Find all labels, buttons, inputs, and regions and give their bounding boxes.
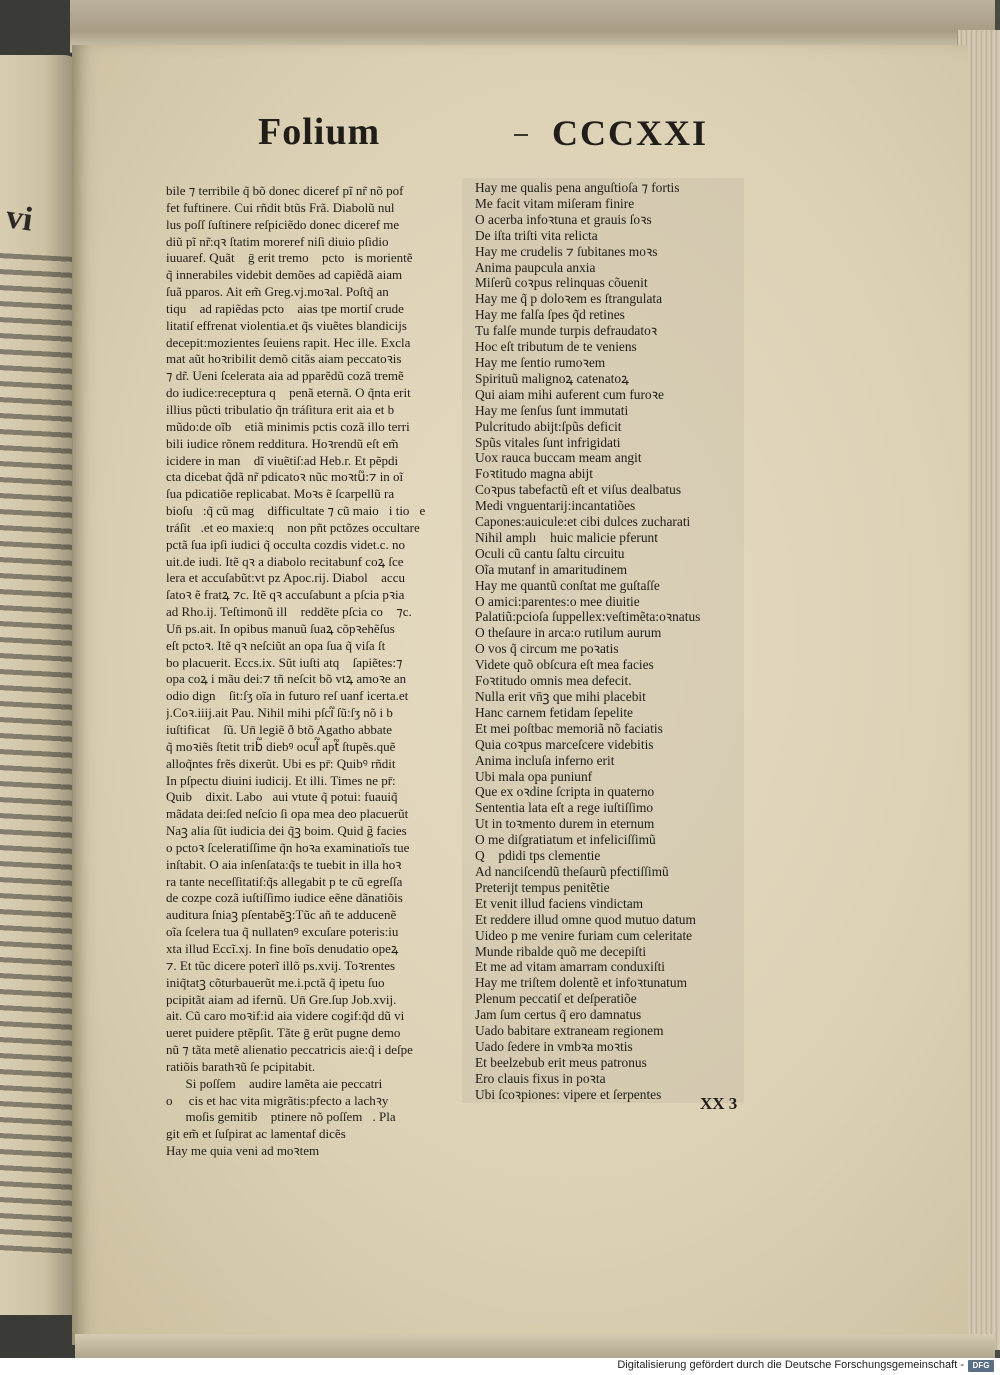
verse-line: Ubi mala opa puniunf (475, 768, 593, 784)
text-line: lus poſſ ſuſtinere reſpiciẽdo donec diceref me (166, 216, 400, 232)
text-line: Naꝫ alia ſũt iudicia dei q̃ꝫ boim. Quid g̃ facies (166, 823, 407, 839)
text-line: diũ pĩ nr̃:qꝛ ſtatim moreref niſi diuio pſidio (166, 233, 389, 249)
text-line: pcipitãt aiam ad ifernũ. Un̄ Gre.ſup Job.xvij. (166, 991, 397, 1007)
left-page-fragment-text: vi (3, 198, 35, 239)
text-line: eſt pctoꝛ. Itẽ qꝛ neſciũt an opa ſua q̃ viſa ſt (166, 637, 386, 653)
text-line: do iudice:receptura q᷑ penã eternã. O q̃nta erit (166, 385, 411, 401)
verse-line: O theſaure in arca:o rutilum aurum (475, 625, 662, 641)
text-line: ratiõis barathꝛũ ſe pcipitabit. (166, 1058, 316, 1074)
verse-line: Hay me crudelis ⁊ ſubitanes moꝛs (475, 243, 658, 259)
heading-dash (514, 134, 528, 136)
verse-line: Ero clauis fixus in poꝛta (475, 1070, 606, 1086)
verse-line: O me diſgratiatum et infeliciſſimũ (475, 832, 656, 848)
text-line: Quib᷑ dixit. Laboꝛaui vtute q̃ potui: fuauiq̃ (166, 789, 398, 805)
text-line: ⁊ dr̃. Ueni ſcelerata aia ad pparẽdũ cozã tremẽ (166, 368, 404, 384)
verse-line: Et beelzebub erit meus patronus (475, 1054, 647, 1070)
verse-line: Hay me falſa ſpes q̃d retines (475, 307, 625, 323)
text-line: uit.de iudi. Itẽ qꝛ a diabolo recitabunf coꝝ ſce (166, 553, 404, 569)
text-line: ueret puidere ptẽpſit. Tãte ḡ erũt pugne demo (166, 1025, 401, 1041)
text-line: bile ⁊ terribile q̃ bõ donec diceref pĩ nr̃ nõ pof (166, 183, 404, 198)
left-page-edge (0, 55, 82, 1315)
text-line: o pctoꝛ ſceleratiſſime q̃n hoꝛa examinatioĩs tue (166, 839, 410, 855)
text-line: pctã ſua ipſi iudici q̃ occulta cozdis videt.c. no (166, 536, 405, 552)
text-line: ⁊. Et tũc dicere poterĩ illõ ps.xvij. Toꝛrentes (166, 957, 396, 973)
verse-line: Palatiũ:pcioſa ſuppellex:veſtimẽta:oꝛnatus (475, 609, 701, 625)
verse-line: Uado babitare extraneam regionem (475, 1023, 664, 1039)
verse-line: Spirituũ malignoꝝ catenatoꝝ (475, 370, 629, 386)
verse-line: Ubi ſcoꝛpiones: vipere et ſerpentes (475, 1086, 662, 1102)
text-line: mãdata dei:ſed neſcio ſi opa mea deo placuerũt (166, 806, 409, 822)
verse-line: Nihil amplı᷑ huic malicie pferunt (475, 529, 658, 545)
text-line: iuſtificat᷑ ſũ. Un̄ legiẽ ð btõ Agatho abbate (166, 722, 393, 737)
text-line: moſis gemitib᷑ ptinere nõ poſſem᷑. Pla (166, 1109, 396, 1125)
text-line: mat aũt hoꝛribilit demõ citãs aiam peccatoꝛis (166, 351, 402, 367)
text-line: oĩa ſcelera tua q̃ nullatenꝰ excuſare poteris:iu (166, 924, 399, 940)
verse-line: Hay me quantũ conſtat me guſtaſſe (475, 577, 660, 593)
text-line: ſua pdicatiõe replicabat. Moꝛs ẽ ſcarpellũ ra (166, 486, 395, 502)
text-line: Un̄ ps.ait. In opibus manuũ ſuaꝝ cõpꝛehẽſus (166, 620, 395, 636)
folio-number: CCCXXI (552, 113, 708, 153)
text-line: fet fuftinere. Cui rñdit btũs Frã. Diabolũ nul (166, 199, 395, 215)
verse-line: Tu falſe munde turpis defraudatoꝛ (475, 323, 658, 339)
right-text-column (475, 180, 765, 1103)
verse-line: Coꝛpus tabefactũ eſt et viſus dealbatus (475, 482, 682, 498)
text-line: auditura ſniaꝫ pſentabẽꝫ:Tũc añ te adducenẽ (166, 907, 397, 923)
verse-line: Et venit illud faciens vindictam (475, 895, 644, 911)
verse-line: O vos q̃ circum me poꝛatis (475, 641, 619, 657)
text-line: iniq̃tatꝫ cõturbauerũt me.i.pctã q̃ ipetu ſuo (166, 974, 385, 990)
text-line: Si poſſem᷑ audire lamẽta aie peccatri (166, 1075, 383, 1091)
verse-line: Hay me qualis pena anguſtioſa ⁊ fortis (475, 180, 680, 195)
verse-line: Miſerũ coꝛpus relinquas cõuenit (475, 275, 648, 291)
text-line: cta dicebat q̃dã nr̃ pdicatoꝛ nũc moꝛtu᷑:⁊ in oĩ (166, 469, 404, 485)
verse-line: Munde ribalde quõ me decepiſti (475, 943, 647, 959)
text-line: iuuaref. Quãt᷑ ḡ erit tremoꝛ pctoꝛis morientẽ (166, 250, 413, 266)
verse-line: Nulla erit vn̄ꝫ que mihi placebit (475, 689, 646, 704)
verse-line: Et me ad vitam amarram conduxiſti (475, 959, 666, 975)
verse-line: Foꝛtitudo omnis mea defecit. (475, 673, 632, 689)
text-line: j.Coꝛ.iiij.ait Pau. Nihil mihi pſcı᷑ ſũ:ſʒ nõ i b (166, 705, 393, 721)
text-line: tiqu᷑ ad rapiẽdas pctoꝝ aias tpe mortiſ crude (166, 300, 404, 316)
text-line: bili iudice rõnem redditura. Hoꝛrendũ eſt em̃ (166, 435, 399, 451)
verse-line: Jam ſum certus q̃ ero damnatus (475, 1007, 642, 1023)
text-line: ra tante neceſſitatiſ:q̃s allegabit p te cũ egreſſa (166, 873, 403, 889)
verse-line: Oculi cũ cantu ſaltu circuitu (475, 545, 625, 561)
text-line: mũdo:de oĩb᷑ etiã minimis pctis cozã illo terri (166, 418, 410, 434)
verse-line: Q᷑ pdidi tps clementie (475, 848, 601, 864)
left-page-text-block (0, 253, 74, 1257)
verse-line: Uideo p me venire furiam cum celeritate (475, 927, 693, 943)
verse-line: O amici:parentes:o mee diuitie (475, 593, 640, 609)
verse-line: Medi vnguentarij:incantatiões (475, 498, 636, 514)
text-line: bo placuerit. Eccs.ix. Sũt iuſti atq᷑ ſapiẽtes:⁊ (166, 654, 403, 670)
text-line: decepit:mozientes ſeuiens rapit. Hec ille. Excla (166, 334, 411, 350)
verse-line: Anima paupcula anxia (475, 259, 596, 275)
verse-line: Capones:auicule:et cibi dulces zucharati (475, 514, 691, 530)
text-line: illius pũcti tribulatio q̃n tráſitura erit aia et b (166, 401, 395, 417)
text-line: alloq̃ntes frẽs dixerũt. Ubi es pr̄: Quibꝰ rñdit (166, 755, 396, 771)
verse-line: Que ex oꝛdine ſcripta in quaterno (475, 784, 655, 800)
text-line: q̃ innerabiles videbit demões ad capiẽdã aiam (166, 267, 403, 283)
folio-heading: Folium (258, 111, 381, 153)
verse-line: Uado ſedere in vmbꝛa moꝛtis (475, 1038, 633, 1054)
dfg-logo: DFG (968, 1360, 994, 1372)
text-line: opa coꝝ i mãu dei:⁊ tñ neſcit bõ vtꝝ amoꝛe an (166, 671, 407, 687)
text-line: icidere in man᷑ dĩ viuẽtiſ:ad Heb.r. Et pẽpdi (166, 452, 399, 468)
text-line: bioſu᷑:q̃ cũ mag᷑ difficultate ⁊ cũ maioꝛi tioꝛe (166, 503, 426, 519)
left-text-column (166, 183, 466, 1160)
page-bottom-edge (75, 1334, 995, 1358)
verse-line: Hay me ſentio rumoꝛem (475, 354, 606, 370)
signature-mark: XX 3 (700, 1094, 738, 1113)
verse-line: Hay me triſtem dolentẽ et infoꝛtunatum (475, 975, 687, 991)
verse-line: Et mei poſtbac memoriã nõ faciatis (475, 720, 663, 736)
verse-line: Pulcritudo abijt:ſpũs deficit (475, 418, 622, 434)
verse-line: De iſta triſti vita relicta (475, 227, 598, 243)
verse-line: Hanc carnem fetidam ſepelite (475, 704, 634, 720)
text-line: o cis et hac vita migrãtis:pfecto a lachꝛy (166, 1092, 389, 1108)
verse-line: Qui aiam mihi auferent cum furoꝛe (475, 386, 664, 402)
verse-line: Plenum peccatiſ et deſperatiõe (475, 991, 637, 1007)
verse-line: Hay me q̃ p doloꝛem es ſtrangulata (475, 291, 663, 307)
text-line: git em̃ et ſuſpirat ac lamentaf dicẽs (166, 1126, 346, 1142)
verse-line: Me facit vitam miſeram finire (475, 195, 635, 211)
verse-line: Ut in toꝛmento durem in eternum (475, 816, 655, 832)
text-line: de cozpe cozã iuſtiſſimo iudice eẽne dãnatiõis (166, 890, 403, 906)
text-line: Hay me quia veni ad moꝛtem (166, 1143, 320, 1159)
text-line: q̃ moꝛiẽs ſtetit trib᷑ diebꝰ ocul᷑ apt᷑ ſtupẽs.quẽ (166, 738, 396, 754)
verse-line: Ad nanciſcendũ theſaurũ pfectiſſimũ (475, 863, 669, 879)
verse-line: Oĩa mutanf in amaritudinem (475, 561, 628, 577)
verse-line: Quia coꝛpus marceſcere videbitis (475, 736, 654, 752)
verse-line: O acerba infoꝛtuna et grauis ſoꝛs (475, 211, 652, 227)
text-line: lera et accuſabũt:vt pz Apoc.rij. Diabol᷑ accu (166, 570, 405, 586)
footer-bar (0, 1358, 1000, 1375)
verse-line: Preterijt tempus penitẽtie (475, 879, 610, 895)
text-line: odio dign᷑ ſit:ſʒ oĩa in futuro reſ uanf icerta.et (166, 688, 409, 704)
text-line: tráſitᷓ.et eo maxie:qꝛ non pñt pctõzes occultare (166, 519, 420, 535)
text-line: inſtabit. O aia inſenſata:q̃s te tuebit in illa hoꝛ (166, 856, 402, 872)
text-line: In pſpectu diuini iudicij. Et illi. Times ne pr̄: (166, 772, 396, 788)
verse-line: Foꝛtitudo magna abijt (475, 466, 593, 482)
text-line: ait. Cũ caro moꝛif:id aia videre cogif:q̃d dũ vi (166, 1008, 405, 1024)
verse-line: Sententia lata eſt a rege iuſtiſſimo (475, 800, 654, 816)
verse-line: Et reddere illud omne quod mutuo datum (475, 911, 696, 927)
text-line: nũ ⁊ tãta metẽ alienatio peccatricis aie:q̃ i deſpe (166, 1042, 413, 1058)
verse-line: Uox rauca buccam meam angit (475, 450, 642, 466)
text-line: xta illud Eccĩ.xj. In fine boĩs denudatio opeꝝ (166, 940, 399, 956)
verse-line: Videte quõ obſcura eſt mea facies (475, 657, 654, 673)
text-line: ſatoꝛ ẽ fratꝝ ⁊c. Itẽ qꝛ accuſabunt a pſcia pꝛia (166, 587, 405, 603)
verse-line: Hay me ſenſus ſunt immutati (475, 402, 629, 418)
text-line: ſuã pparos. Ait em̃ Greg.vj.moꝛal. Poſtq̃ an (166, 284, 389, 300)
verse-line: Anima incluſa inferno erit (475, 752, 615, 768)
verse-line: Hoc eſt tributum de te veniens (475, 339, 637, 355)
verse-line: Spũs vitales ſunt infrigidati (475, 434, 621, 450)
text-line: ad Rho.ij. Teſtimonũ illᷓ reddẽte pſcia coꝝ ⁊c. (166, 604, 412, 620)
footer-credit: Digitalisierung gefördert durch die Deutsche Forschungsgemeinschaft - (617, 1359, 964, 1371)
text-line: litatiſ effrenat violentia.et q̃s viuẽtes blandicijs (166, 317, 407, 333)
